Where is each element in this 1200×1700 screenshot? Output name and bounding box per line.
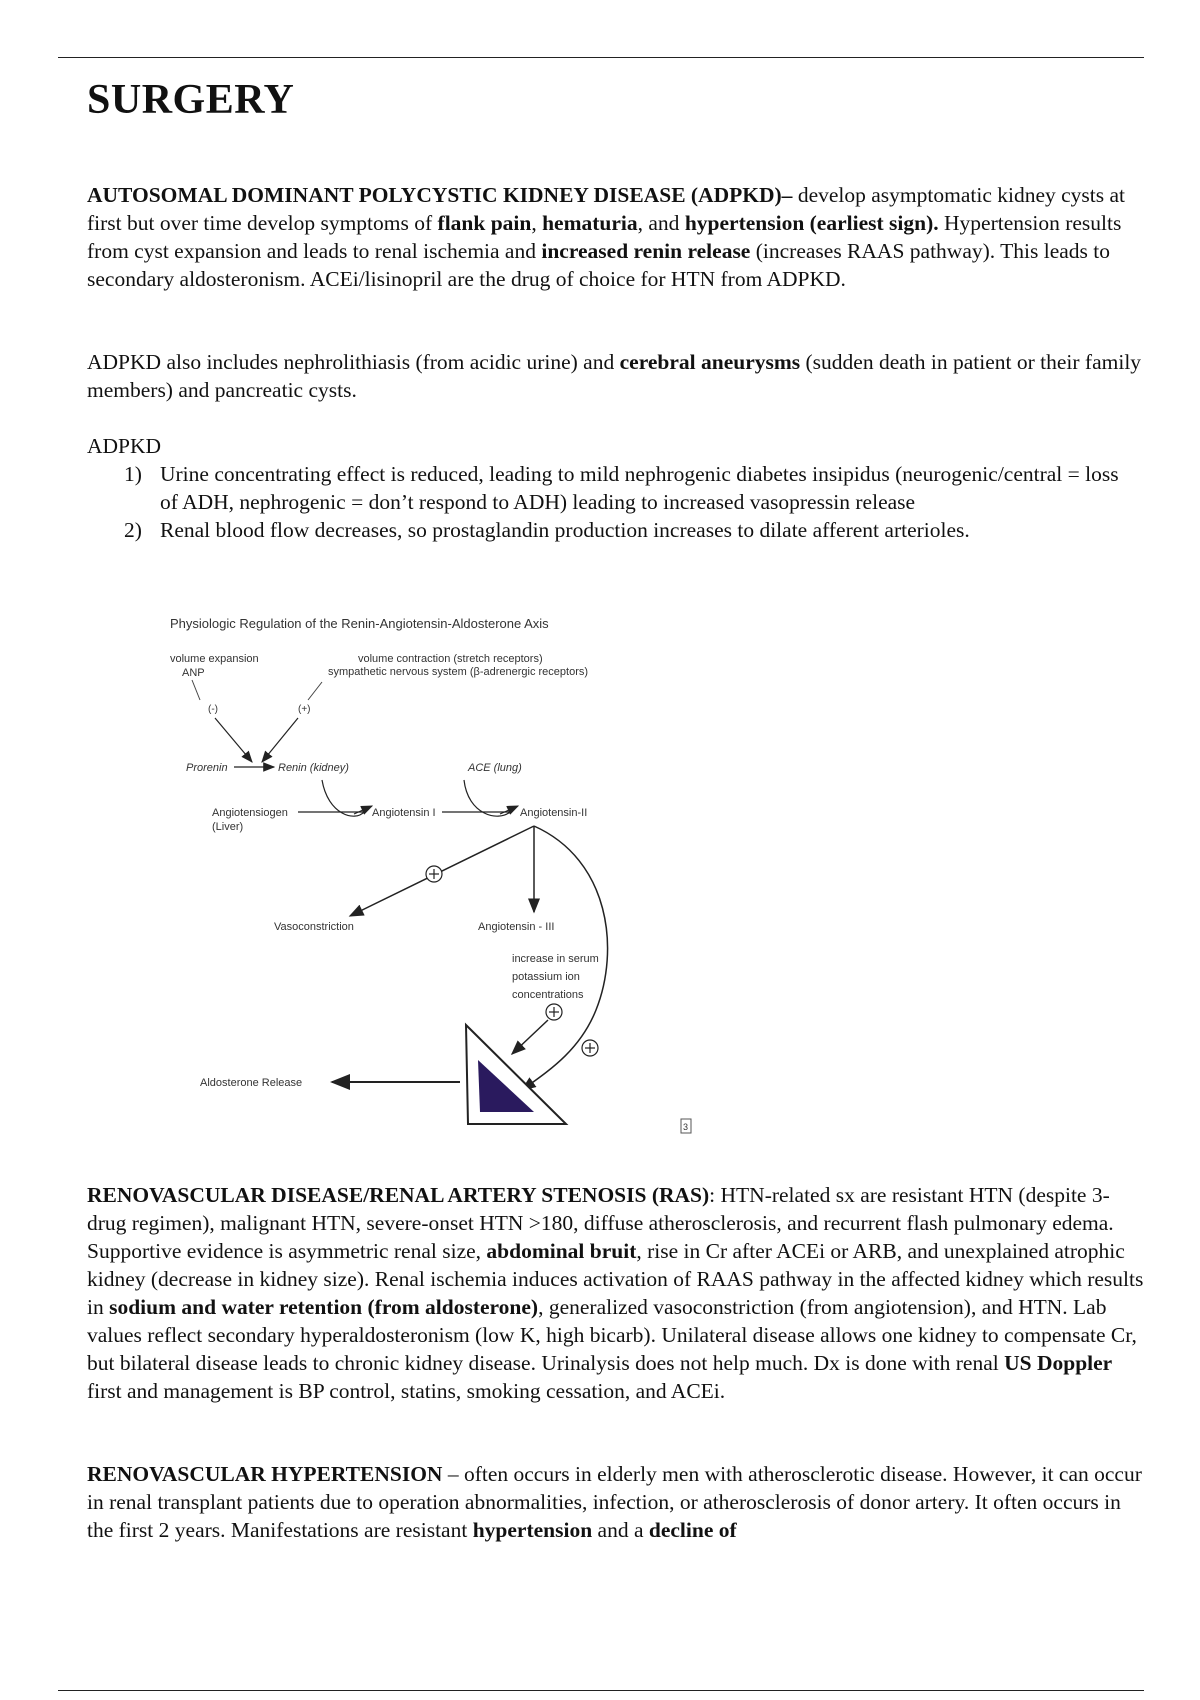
label-sympathetic: sympathetic nervous system (β-adrenergic receptors)	[328, 666, 589, 678]
diagram-title: Physiologic Regulation of the Renin-Angiotensin-Aldosterone Axis	[170, 616, 549, 631]
renovascular-htn-heading: RENOVASCULAR HYPERTENSION	[87, 1462, 443, 1486]
label-potassium-2: potassium ion	[512, 971, 580, 983]
top-rule	[58, 57, 1144, 58]
renin-curve	[322, 780, 364, 816]
adpkd-paragraph: AUTOSOMAL DOMINANT POLYCYSTIC KIDNEY DISEASE (ADPKD)– develop asymptomatic kidney cysts at first but over time develop symptoms of flank pain, hematuria, and hypertension (earliest sign). Hypertension results from cyst expansion and leads to renal ischemia and increased renin release (increases RAAS pathway). This leads to secondary aldosteronism. ACEi/lisinopril are the drug of choice for HTN from ADPKD.	[87, 183, 1126, 291]
label-aldosterone-release: Aldosterone Release	[200, 1077, 303, 1089]
label-angiotensin-iii: Angiotensin - III	[478, 921, 555, 933]
bottom-rule	[58, 1690, 1144, 1691]
label-minus: (-)	[208, 704, 218, 715]
sns-line-upper	[308, 682, 322, 700]
label-volume-contraction: volume contraction (stretch receptors)	[358, 653, 543, 665]
renovascular-htn-paragraph: RENOVASCULAR HYPERTENSION – often occurs in elderly men with atherosclerotic disease. However, it can occur in renal transplant patients due to operation abnormalities, infection, or atherosclerosis of donor artery. It often occurs in the first 2 years. Manifestations are resistant hypertension and a decline of	[87, 1462, 1142, 1542]
corner-mark-label: 3	[683, 1122, 689, 1132]
ace-curve	[464, 780, 510, 816]
label-ace: ACE (lung)	[468, 762, 522, 774]
adpkd-extra-paragraph: ADPKD also includes nephrolithiasis (from acidic urine) and cerebral aneurysms (sudden death in patient or their family members) and pancreatic cysts.	[87, 350, 1142, 402]
adpkd-list-heading: ADPKD	[87, 434, 162, 458]
anp-line-upper	[192, 680, 200, 700]
raas-diagram	[150, 600, 710, 1150]
label-angiotensinogen: Angiotensiogen	[212, 807, 288, 819]
arrow-potassium-aldosterone	[512, 1020, 548, 1054]
label-angiotensin-i: Angiotensin I	[372, 807, 436, 819]
adpkd-list	[124, 460, 1124, 544]
label-liver: (Liver)	[212, 821, 244, 833]
label-potassium-1: increase in serum	[512, 953, 599, 965]
label-anp: ANP	[182, 667, 205, 679]
label-angiotensin-ii: Angiotensin-II	[520, 807, 588, 819]
list-item: 1) Urine concentrating effect is reduced, leading to mild nephrogenic diabetes insipidus (neurogenic/central = loss of ADH, nephrogenic = don’t respond to ADH) leading to increased vasopressin release	[124, 462, 1119, 514]
label-prorenin: Prorenin	[186, 762, 228, 774]
label-plus: (+)	[298, 704, 311, 715]
label-potassium-3: concentrations	[512, 989, 584, 1001]
ras-paragraph: RENOVASCULAR DISEASE/RENAL ARTERY STENOSIS (RAS): HTN-related sx are resistant HTN (despite 3-drug regimen), malignant HTN, severe-onset HTN >180, diffuse atherosclerosis, and recurrent flash pulmonary edema. Supportive evidence is asymmetric renal size, abdominal bruit, rise in Cr after ACEi or ARB, and unexplained atrophic kidney (decrease in kidney size). Renal ischemia induces activation of RAAS pathway in the affected kidney which results in sodium and water retention (from aldosterone), generalized vasoconstriction (from angiotension), and HTN. Lab values reflect secondary hyperaldosteronism (low K, high bicarb). Unilateral disease allows one kidney to compensate Cr, but bilateral disease leads to chronic kidney disease. Urinalysis does not help much. Dx is done with renal US Doppler first and management is BP control, statins, smoking cessation, and ACEi.	[87, 1183, 1144, 1403]
arrow-anp-inhibit	[215, 718, 252, 762]
label-volume-expansion: volume expansion	[170, 653, 259, 665]
list-item: 2) Renal blood flow decreases, so prostaglandin production increases to dilate afferent arterioles.	[124, 518, 970, 542]
ras-heading: RENOVASCULAR DISEASE/RENAL ARTERY STENOSIS (RAS)	[87, 1183, 710, 1207]
adpkd-heading: AUTOSOMAL DOMINANT POLYCYSTIC KIDNEY DISEASE (ADPKD)–	[87, 183, 793, 207]
arrow-sns-stimulate	[262, 718, 298, 762]
label-renin: Renin (kidney)	[278, 762, 349, 774]
label-vasoconstriction: Vasoconstriction	[274, 921, 354, 933]
page-title: SURGERY	[87, 77, 295, 123]
